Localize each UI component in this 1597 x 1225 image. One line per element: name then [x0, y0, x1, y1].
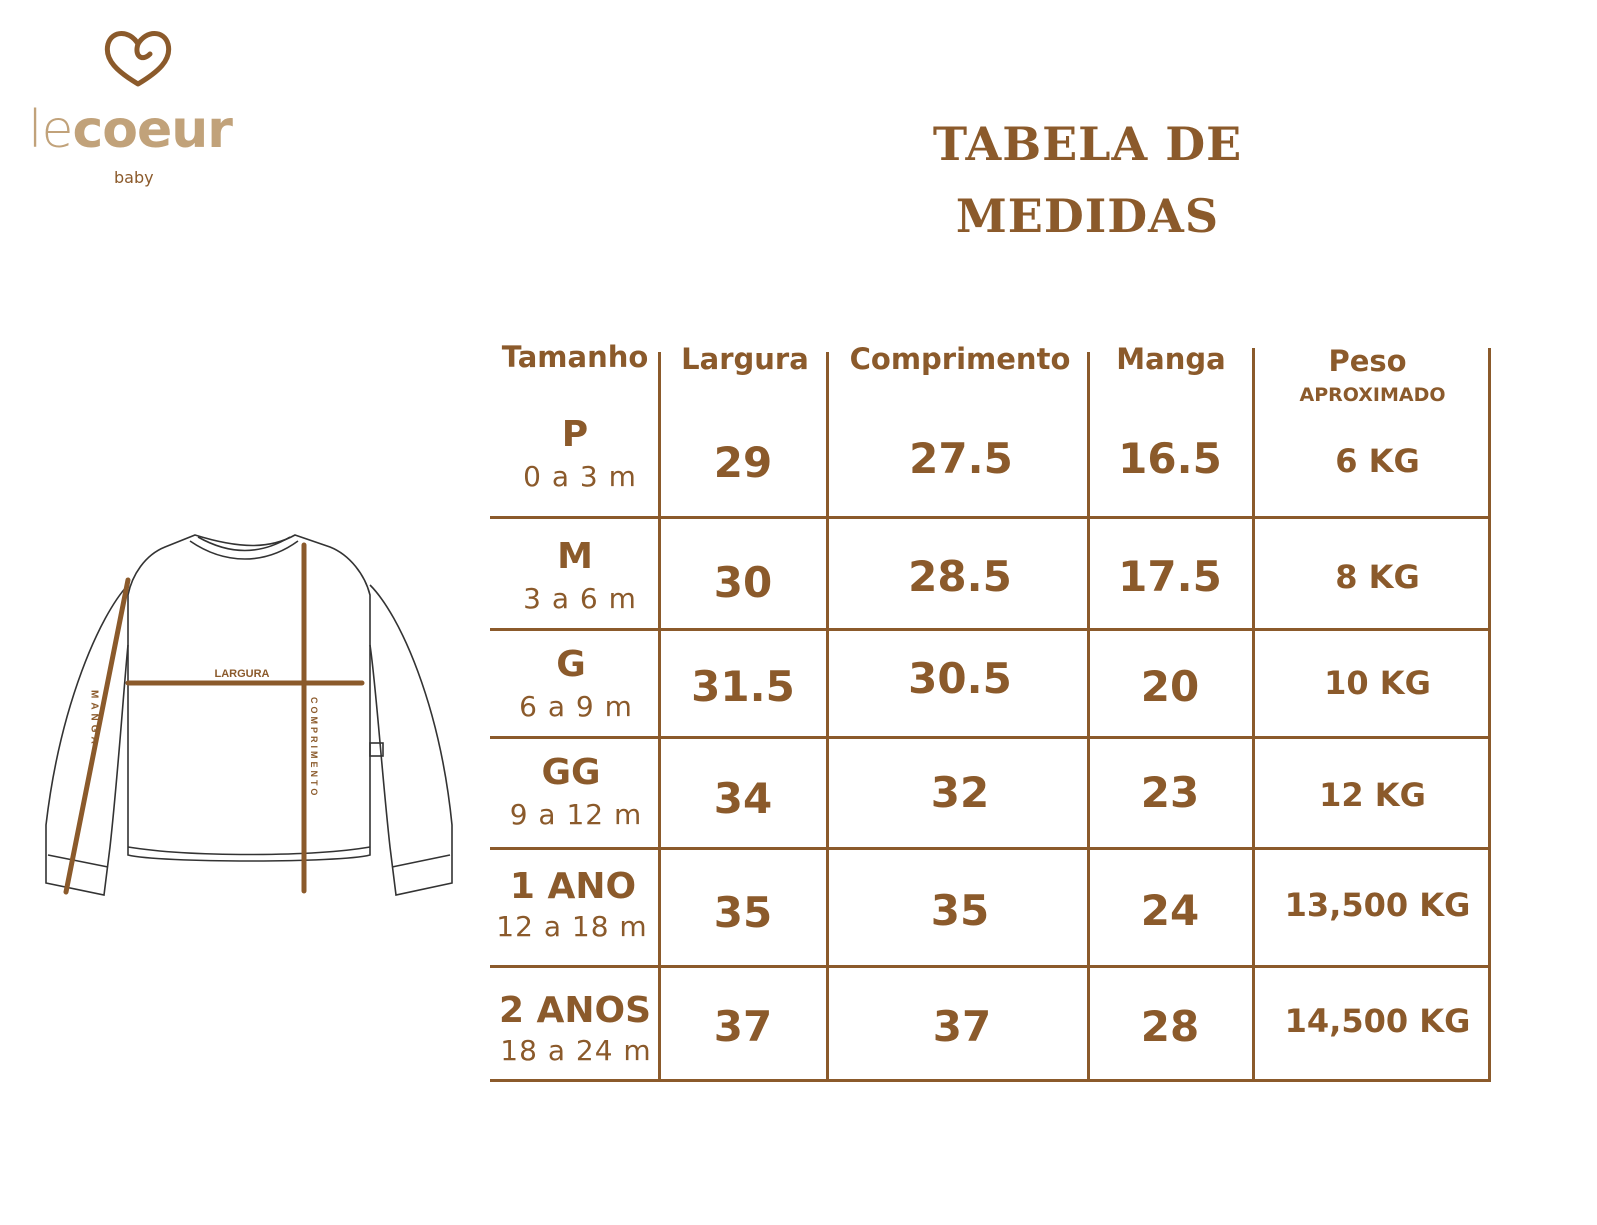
cell-manga: 28: [1140, 1002, 1200, 1051]
cell-largura: 34: [713, 774, 773, 823]
row-age-range: 12 a 18 m: [496, 910, 648, 943]
column-divider: [1252, 348, 1255, 1082]
cell-peso: 8 KG: [1335, 558, 1420, 596]
heart-logo-icon: [98, 26, 178, 96]
header-tamanho: Tamanho: [501, 340, 649, 374]
row-age-range: 18 a 24 m: [500, 1034, 652, 1067]
page-title-line1: TABELA DE: [932, 117, 1243, 171]
manga-label: MANGA: [88, 690, 100, 748]
cell-peso: 10 KG: [1324, 664, 1431, 702]
cell-largura: 29: [713, 438, 773, 487]
header-peso: Peso: [1328, 344, 1407, 378]
row-size: M: [557, 536, 593, 577]
row-age-range: 3 a 6 m: [523, 582, 637, 615]
page-title: [900, 108, 1275, 252]
header-comprimento: Comprimento: [849, 342, 1071, 376]
page-title-line2: MEDIDAS: [955, 189, 1220, 243]
sweatshirt-illustration: [40, 525, 470, 905]
header-peso-sub: APROXIMADO: [1299, 384, 1446, 406]
cell-manga: 23: [1140, 768, 1200, 817]
row-divider: [490, 628, 1491, 631]
cell-peso: 14,500 KG: [1284, 1002, 1471, 1040]
row-size: P: [561, 414, 589, 455]
cell-comprimento: 32: [930, 768, 990, 817]
column-divider: [658, 352, 661, 1082]
row-size: 2 ANOS: [498, 990, 652, 1031]
cell-manga: 20: [1140, 662, 1200, 711]
cell-comprimento: 37: [932, 1002, 992, 1051]
cell-largura: 31.5: [691, 662, 795, 711]
row-size: GG: [541, 752, 601, 793]
column-divider: [1087, 352, 1090, 1082]
cell-peso: 13,500 KG: [1284, 886, 1471, 924]
cell-largura: 30: [713, 558, 773, 607]
cell-largura: 35: [713, 888, 773, 937]
brand-wordmark: lecoeur: [28, 100, 232, 160]
row-divider: [490, 1079, 1491, 1082]
row-divider: [490, 736, 1491, 739]
row-age-range: 9 a 12 m: [509, 798, 643, 831]
comprimento-label: COMPRIMENTO: [309, 697, 319, 799]
row-age-range: 0 a 3 m: [523, 460, 637, 493]
cell-peso: 12 KG: [1319, 776, 1426, 814]
row-divider: [490, 516, 1491, 519]
header-manga: Manga: [1116, 342, 1226, 376]
largura-label: LARGURA: [214, 668, 270, 680]
row-size: 1 ANO: [509, 866, 637, 907]
cell-largura: 37: [713, 1002, 773, 1051]
cell-comprimento: 35: [930, 886, 990, 935]
row-divider: [490, 847, 1491, 850]
row-age-range: 6 a 9 m: [519, 690, 633, 723]
row-divider: [490, 965, 1491, 968]
cell-manga: 24: [1140, 886, 1200, 935]
header-largura: Largura: [681, 342, 809, 376]
cell-comprimento: 28.5: [908, 552, 1012, 601]
cell-manga: 17.5: [1118, 552, 1222, 601]
cell-manga: 16.5: [1118, 434, 1222, 483]
column-divider: [1488, 348, 1491, 1082]
brand-logo: [22, 22, 252, 187]
cell-comprimento: 27.5: [909, 434, 1013, 483]
row-size: G: [556, 644, 586, 685]
cell-comprimento: 30.5: [908, 654, 1012, 703]
brand-subtitle: baby: [114, 168, 154, 187]
cell-peso: 6 KG: [1335, 442, 1420, 480]
column-divider: [826, 352, 829, 1082]
